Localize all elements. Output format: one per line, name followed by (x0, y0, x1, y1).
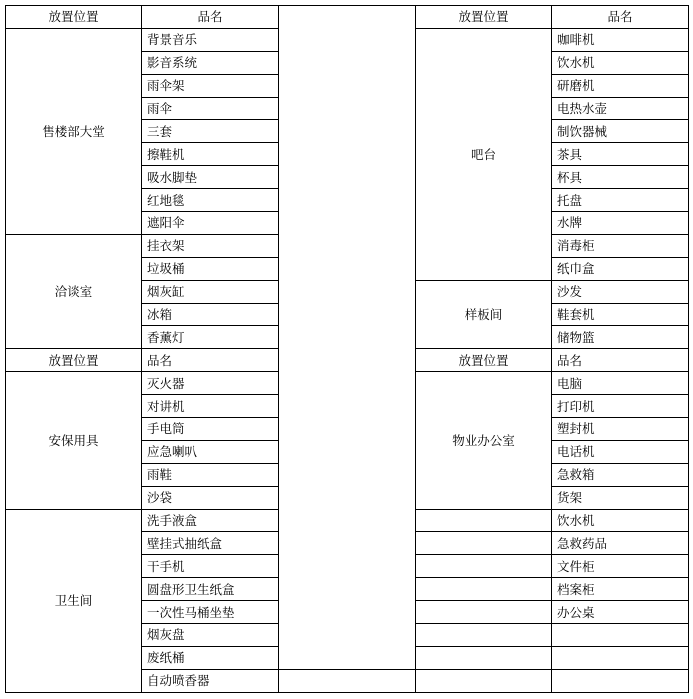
header-item: 品名 (142, 349, 279, 372)
header-location: 放置位置 (416, 349, 552, 372)
item-cell (552, 669, 689, 692)
item-cell: 背景音乐 (142, 28, 279, 51)
item-cell: 水牌 (552, 212, 689, 235)
item-cell: 雨伞 (142, 97, 279, 120)
item-cell: 雨鞋 (142, 463, 279, 486)
item-cell: 鞋套机 (552, 303, 689, 326)
item-cell: 电脑 (552, 372, 689, 395)
item-cell: 沙袋 (142, 486, 279, 509)
item-cell: 红地毯 (142, 189, 279, 212)
item-cell: 影音系统 (142, 51, 279, 74)
item-cell: 塑封机 (552, 418, 689, 441)
location-cell: 物业办公室 (416, 372, 552, 509)
item-cell: 急救箱 (552, 463, 689, 486)
location-cell (416, 646, 552, 669)
location-cell (416, 601, 552, 624)
spacer-cell (279, 669, 416, 692)
inventory-table (5, 5, 689, 693)
header-item: 品名 (142, 6, 279, 29)
location-cell: 售楼部大堂 (6, 28, 142, 234)
item-cell: 烟灰缸 (142, 280, 279, 303)
item-cell: 饮水机 (552, 51, 689, 74)
location-cell: 洽谈室 (6, 234, 142, 348)
location-cell (416, 669, 552, 692)
location-cell (416, 509, 552, 532)
location-cell (416, 555, 552, 578)
item-cell: 沙发 (552, 280, 689, 303)
item-cell: 研磨机 (552, 74, 689, 97)
header-location: 放置位置 (6, 6, 142, 29)
item-cell: 吸水脚垫 (142, 166, 279, 189)
header-row (6, 6, 689, 29)
item-cell: 干手机 (142, 555, 279, 578)
item-cell: 遮阳伞 (142, 212, 279, 235)
item-cell: 电热水壶 (552, 97, 689, 120)
location-cell: 安保用具 (6, 372, 142, 509)
header-location: 放置位置 (6, 349, 142, 372)
item-cell: 杯具 (552, 166, 689, 189)
item-cell: 对讲机 (142, 395, 279, 418)
location-cell: 样板间 (416, 280, 552, 349)
header-location: 放置位置 (416, 6, 552, 29)
item-cell: 档案柜 (552, 578, 689, 601)
item-cell: 咖啡机 (552, 28, 689, 51)
item-cell: 雨伞架 (142, 74, 279, 97)
item-cell (552, 624, 689, 647)
location-cell (416, 624, 552, 647)
item-cell: 灭火器 (142, 372, 279, 395)
item-cell: 香薰灯 (142, 326, 279, 349)
item-cell: 储物篮 (552, 326, 689, 349)
item-cell: 电话机 (552, 440, 689, 463)
item-cell: 烟灰盘 (142, 624, 279, 647)
item-cell: 废纸桶 (142, 646, 279, 669)
item-cell: 货架 (552, 486, 689, 509)
item-cell: 洗手液盒 (142, 509, 279, 532)
item-cell: 擦鞋机 (142, 143, 279, 166)
item-cell: 三套 (142, 120, 279, 143)
location-cell (416, 532, 552, 555)
item-cell (552, 646, 689, 669)
location-cell: 吧台 (416, 28, 552, 280)
item-cell: 圆盘形卫生纸盒 (142, 578, 279, 601)
item-cell: 办公桌 (552, 601, 689, 624)
item-cell: 文件柜 (552, 555, 689, 578)
item-cell: 冰箱 (142, 303, 279, 326)
item-cell: 壁挂式抽纸盒 (142, 532, 279, 555)
item-cell: 纸巾盒 (552, 257, 689, 280)
item-cell: 手电筒 (142, 418, 279, 441)
header-item: 品名 (552, 349, 689, 372)
item-cell: 饮水机 (552, 509, 689, 532)
header-item: 品名 (552, 6, 689, 29)
item-cell: 垃圾桶 (142, 257, 279, 280)
item-cell: 急救药品 (552, 532, 689, 555)
location-cell (416, 578, 552, 601)
item-cell: 托盘 (552, 189, 689, 212)
item-cell: 挂衣架 (142, 234, 279, 257)
item-cell: 应急喇叭 (142, 440, 279, 463)
item-cell: 一次性马桶坐垫 (142, 601, 279, 624)
spacer-column (279, 6, 416, 670)
item-cell: 打印机 (552, 395, 689, 418)
item-cell: 消毒柜 (552, 234, 689, 257)
item-cell: 自动喷香器 (142, 669, 279, 692)
item-cell: 茶具 (552, 143, 689, 166)
location-cell: 卫生间 (6, 509, 142, 692)
item-cell: 制饮器械 (552, 120, 689, 143)
